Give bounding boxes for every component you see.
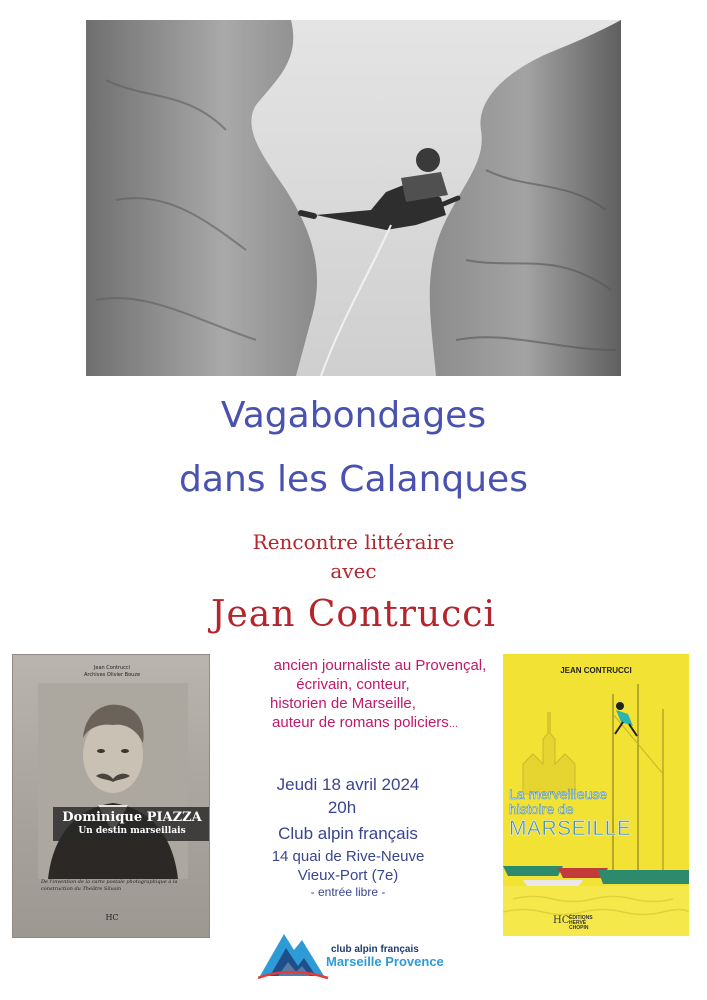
book-title-band <box>53 807 210 841</box>
book-cover-title-line-3: MARSEILLE <box>509 817 632 840</box>
publisher-name <box>569 916 593 931</box>
portrait-illustration <box>38 683 188 879</box>
book-cover-histoire-de-marseille <box>503 654 689 936</box>
club-alpin-logo <box>258 926 458 980</box>
author-description-ellipsis: ... <box>448 718 458 730</box>
author-description-line: écrivain, conteur, <box>296 676 410 693</box>
book-cover-dominique-piazza <box>12 654 210 938</box>
author-name: Jean Contrucci <box>211 594 496 635</box>
hero-photo <box>86 20 621 376</box>
mountain-logo-icon <box>258 926 330 980</box>
club-name-line-2: Marseille Provence <box>326 954 444 969</box>
venue-street: 14 quai de Rive-Neuve <box>271 848 425 865</box>
entry-note: - entrée libre - <box>310 885 386 899</box>
author-description-line: historien de Marseille, <box>270 695 416 712</box>
event-title-line-1: Vagabondages <box>220 395 487 436</box>
book-cover-subtitle: Un destin marseillais <box>78 826 186 836</box>
book-cover-blurb: De l'invention de la carte postale photographique à la construction du Théâtre Silvain <box>41 879 178 892</box>
event-time: 20h <box>327 798 357 817</box>
publisher-logo: HC <box>553 915 570 926</box>
book-cover-author: Jean Contrucci <box>93 665 131 671</box>
author-description-line-last <box>200 713 530 734</box>
book-cover-title: Dominique PIAZZA <box>62 810 202 825</box>
venue-area: Vieux-Port (7e) <box>297 867 399 884</box>
event-subtitle-line-1: Rencontre littéraire <box>252 530 455 554</box>
publisher-name-line: ÉDITIONS <box>569 915 593 921</box>
venue-name: Club alpin français <box>278 824 418 843</box>
book-cover-title-line-2: histoire de <box>509 801 574 817</box>
book-cover-archives: Archives Olivier Bouze <box>83 672 141 678</box>
publisher-name-line: CHOPIN <box>569 925 589 931</box>
event-title-line-2: dans les Calanques <box>179 459 528 500</box>
publisher-logo: HC <box>105 913 119 922</box>
author-description-line: ancien journaliste au Provençal, <box>273 657 487 674</box>
book-cover-author: JEAN CONTRUCCI <box>560 666 632 675</box>
event-subtitle-line-2: avec <box>330 559 377 583</box>
book-cover-title-line-1: La merveilleuse <box>509 786 608 802</box>
event-date: Jeudi 18 avril 2024 <box>276 775 420 794</box>
club-name-line-1: club alpin français <box>331 944 419 955</box>
author-description-text: auteur de romans policiers <box>272 714 449 731</box>
climber-photo-illustration <box>86 20 621 376</box>
publisher-name-line: HERVÉ <box>569 920 587 926</box>
